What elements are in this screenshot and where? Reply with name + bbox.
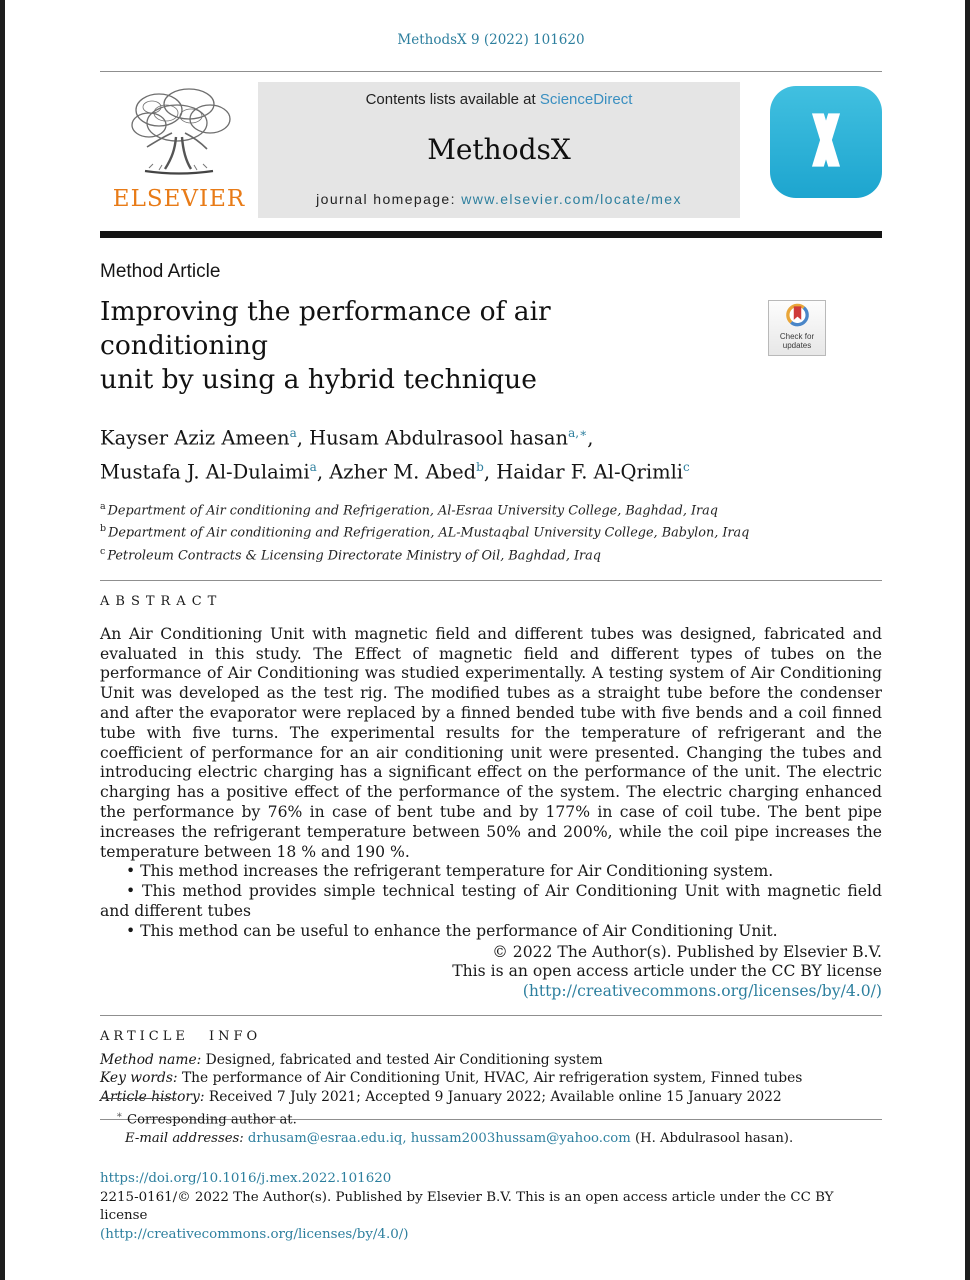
article-info-heading: ARTICLE INFO	[100, 1028, 262, 1044]
abstract-bullet-2: • This method provides simple technical testing of Air Conditioning Unit with magnetic field and different tubes	[100, 882, 882, 922]
title-row	[100, 295, 882, 397]
license-line: This is an open access article under the CC BY license (http://creativecommons.org/licenses/by/4.0/)	[452, 962, 882, 1001]
page-content	[100, 0, 883, 1242]
sciencedirect-link[interactable]: ScienceDirect	[539, 91, 633, 108]
author-affil-sup: c	[683, 459, 690, 474]
article-info-top-divider	[100, 1015, 882, 1016]
author-list	[100, 419, 882, 486]
email-link-2[interactable]: hussam2003hussam@yahoo.com	[406, 1131, 631, 1147]
contents-line	[258, 91, 740, 108]
right-black-edge	[965, 0, 970, 1280]
masthead-black-bar	[100, 231, 882, 238]
email-link-1[interactable]: drhusam@esraa.edu.iq,	[247, 1131, 407, 1147]
copyright-line: © 2022 The Author(s). Published by Elsevier B.V.	[492, 942, 882, 961]
doi-link[interactable]: https://doi.org/10.1016/j.mex.2022.101620	[100, 1171, 392, 1186]
elsevier-logo[interactable]	[100, 82, 258, 218]
title-line-2: unit by using a hybrid technique	[100, 364, 537, 395]
crossmark-icon	[784, 313, 811, 332]
article-title	[100, 295, 722, 397]
footnote-divider	[102, 1098, 176, 1099]
journal-reference: MethodsX 9 (2022) 101620	[397, 32, 585, 48]
author-line-2: Mustafa J. Al-Dulaimi$^a$, Azher M. Abed$^b$, Haidar F. Al-Qrimli$^c$	[100, 459, 690, 483]
homepage-line	[258, 191, 740, 207]
author-affil-sup: a	[309, 459, 317, 474]
article-history-line: Article history: Received 7 July 2021; Accepted 9 January 2022; Available online 15 January 2022	[100, 1088, 782, 1105]
email-addresses-line: E-mail addresses: drhusam@esraa.edu.iq, hussam2003hussam@yahoo.com (H. Abdulrasool hasan).	[125, 1131, 794, 1147]
author-affil-sup: a,∗	[568, 426, 588, 440]
license-link[interactable]: (http://creativecommons.org/licenses/by/4.0/)	[522, 982, 882, 1001]
affiliation-list	[100, 498, 882, 565]
journal-masthead	[100, 82, 882, 218]
corresponding-author-line: ∗ Corresponding author at.	[116, 1110, 297, 1128]
left-black-edge	[0, 0, 5, 1280]
title-line-1: Improving the performance of air conditioning	[100, 296, 551, 361]
abstract-bullet-1: • This method increases the refrigerant temperature for Air Conditioning system.	[100, 862, 882, 882]
author-affil-sup: a	[289, 426, 297, 440]
check-for-updates-badge[interactable]	[768, 300, 826, 356]
abstract-body: An Air Conditioning Unit with magnetic field and different tubes was designed, fabricated and evaluated in this study. The Effect of magnetic field and different types of tubes on the performance of Air Conditioning was studied experimentally. A testing system of Air Conditioning Unit was developed as the test rig. The modified tubes as a straight tube before the condenser and after the evaporator were replaced by a finned bended tube with five bends and a coil finned tube with five turns. The experimental results for the temperature of refrigerant and the coefficient of performance for an air conditioning unit were presented. Changing the tubes and introducing electric charging has a significant effect on the performance of the unit. The electric charging has a positive effect of the performance of the system. The electric charging enhanced the performance by 76% in case of bent tube and by 177% in case of coil tube. The bent pipe increases the refrigerant temperature between 50% and 200%, while the coil pipe increases the temperature between 18 % and 190 %.	[100, 624, 882, 861]
journal-name: MethodsX	[427, 133, 571, 166]
abstract-bullet-3: • This method can be useful to enhance the performance of Air Conditioning Unit.	[100, 922, 882, 942]
affiliation-b: $^b$ Department of Air conditioning and Refrigeration, AL-Mustaqbal University College, Babylon, Iraq	[100, 523, 750, 541]
affiliation-a: $^a$ Department of Air conditioning and Refrigeration, Al-Esraa University College, Baghdad, Iraq	[100, 501, 718, 519]
header-divider	[100, 71, 882, 72]
author-affil-sup: b	[476, 459, 484, 474]
journal-homepage-link[interactable]: www.elsevier.com/locate/mex	[461, 191, 682, 207]
imprint-block	[100, 1170, 882, 1244]
imprint-license-link[interactable]: (http://creativecommons.org/licenses/by/4.0/)	[100, 1226, 409, 1242]
methodsx-logo	[770, 86, 882, 198]
elsevier-wordmark: ELSEVIER	[112, 186, 246, 212]
abstract-top-divider	[100, 580, 882, 581]
article-type-label: Method Article	[100, 261, 221, 282]
homepage-prefix: journal homepage:	[316, 191, 462, 207]
keywords-line: Key words: The performance of Air Conditioning Unit, HVAC, Air refrigeration system, Finned tubes	[100, 1070, 803, 1087]
methodsx-x-icon	[789, 103, 863, 181]
abstract-heading: ABSTRACT	[100, 593, 223, 609]
method-name-line: Method name: Designed, fabricated and tested Air Conditioning system	[100, 1051, 603, 1068]
issn-copyright-line: 2215-0161/© 2022 The Author(s). Published by Elsevier B.V. This is an open access article under the CC BY license	[100, 1189, 834, 1223]
journal-banner	[258, 82, 740, 218]
affiliation-c: $^c$ Petroleum Contracts & Licensing Directorate Ministry of Oil, Baghdad, Iraq	[100, 545, 601, 563]
author-line-1: Kayser Aziz Ameen$^a$, Husam Abdulrasool hasan$^{a,∗}$,	[100, 426, 594, 450]
footnote-block	[100, 1098, 882, 1146]
footnote-star: ∗	[116, 1110, 123, 1121]
contents-prefix: Contents lists available at	[365, 91, 540, 108]
check-badge-text: Check for updates	[779, 332, 815, 350]
